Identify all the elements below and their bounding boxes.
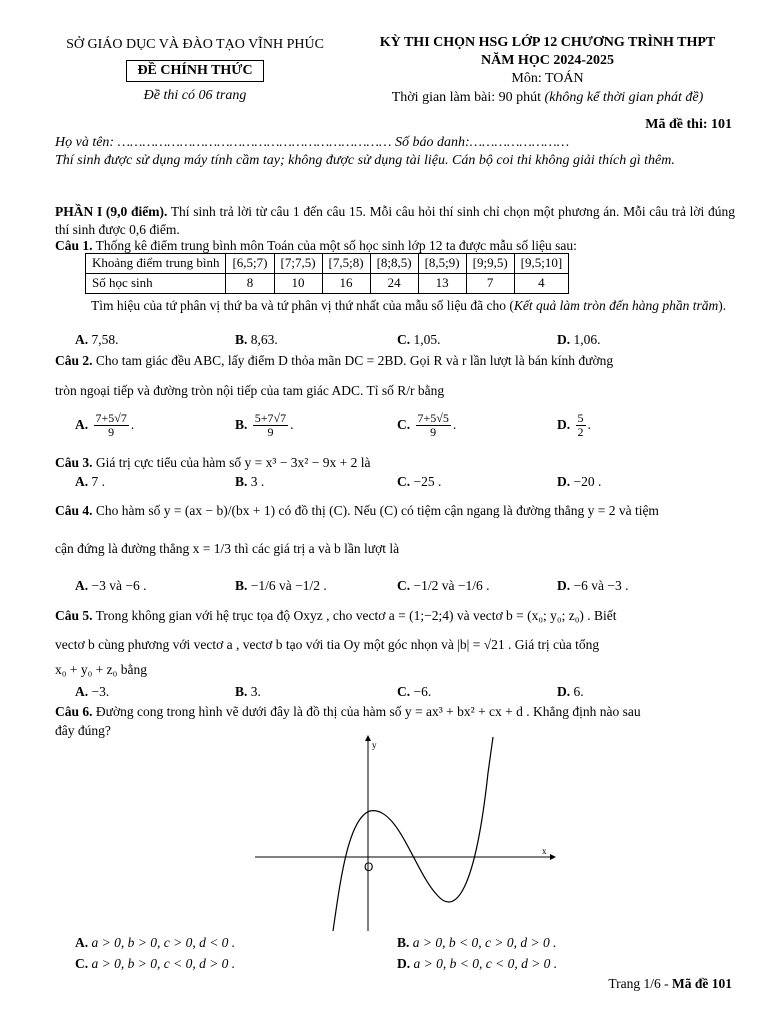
option-a[interactable] [75,473,105,491]
part1-desc: Thí sinh trả lời từ câu 1 đến câu 15. Mỗi câu hỏi thí sinh chỉ chọn một phương án. Mỗi câu trả lời đúng thí sinh được 0,6 điểm. [55,204,736,237]
question-label: Câu 2. [55,353,93,368]
page-number: Trang 1/6 - [608,976,669,991]
option-c[interactable]: C. $\frac{7+5√5}{9}$ . [397,411,457,440]
option-label: C. [397,474,411,489]
question-1-text2 [55,297,735,315]
candidate-note: Thí sinh được sử dụng máy tính cầm tay; không được sử dụng tài liệu. Cán bộ coi thi không giải thích gì thêm. [55,153,675,168]
fraction [253,412,288,439]
page-count: Đề thi có 06 trang [143,88,247,104]
data-table [85,253,569,294]
option-label: C. [75,956,89,971]
option-text: −6 và −3 . [573,578,629,593]
option-b[interactable] [235,473,264,491]
question-1 [55,237,735,255]
option-text: a > 0, b < 0, c < 0, d > 0 . [413,956,558,971]
option-text: 8,63. [250,332,278,347]
department-name: SỞ GIÁO DỤC VÀ ĐÀO TẠO VĨNH PHÚC [66,37,324,52]
question-text: Cho hàm số y = (ax − b)/(bx + 1) có đồ thị (C). Nếu (C) có tiệm cận ngang là đường thẳng y = 2 và tiệm [95,503,659,518]
option-c[interactable] [75,955,235,973]
table-cell: [6,5;7) [226,254,274,274]
question-5-text3: x₀ + y₀ + z₀ bằng [55,662,147,677]
option-label: D. [397,956,411,971]
exam-time [350,89,745,107]
table-cell: [9,5;10] [514,254,569,274]
numerator: 7+5√5 [417,411,449,425]
exam-code: Mã đề thi: 101 [645,117,732,132]
option-label: B. [235,474,248,489]
y-axis-arrow [365,735,371,741]
curve [333,737,493,931]
part1-title: PHẦN I (9,0 điểm). [55,204,168,219]
option-label: B. [235,416,248,432]
question-text: Đường cong trong hình vẽ dưới đây là đồ thị của hàm số y = ax³ + bx² + cx + d . Khẳng định nào sau [95,704,641,719]
option-label: A. [75,578,89,593]
option-text: −25 . [413,474,442,489]
exam-time-text: Thời gian làm bài: 90 phút [391,89,542,105]
table-header-cell: Khoảng điểm trung bình [86,254,226,274]
option-a[interactable] [75,331,119,349]
axes [255,735,556,931]
table-row [86,273,569,293]
table-cell: [7,5;8) [322,254,370,274]
option-b[interactable] [235,331,278,349]
question-3 [55,454,735,472]
denominator: 9 [430,425,437,440]
table-cell: [9;9,5) [466,254,514,274]
origin-label: O [364,860,374,874]
option-text: −1/6 và −1/2 . [250,578,327,593]
table-cell: [7;7,5) [274,254,322,274]
denominator: 9 [108,425,115,440]
option-d[interactable] [557,577,628,595]
options-q4 [75,577,735,595]
options-q2 [75,412,735,452]
candidate-line: Họ và tên: ………………………………………………………… Số báo danh:…………………… [55,135,570,150]
question-2-text2: tròn ngoại tiếp và đường tròn nội tiếp của tam giác ADC. Tỉ số R/r bằng [55,383,445,398]
question-text: Trong không gian với hệ trục tọa độ Oxyz , cho vectơ a = (1;−2;4) và vectơ b = (x₀; y₀; z₀) . Biết [95,608,617,623]
option-d[interactable] [557,331,601,349]
table-cell: 10 [274,273,322,293]
option-label: A. [75,416,89,432]
x-axis-label: x [542,846,547,856]
option-a[interactable] [75,577,146,595]
option-label: A. [75,935,89,950]
page-footer [608,975,732,993]
table-cell: 7 [466,273,514,293]
option-text: 3. [250,684,261,699]
option-text: −6. [413,684,432,699]
option-label: B. [397,935,410,950]
question-2 [55,352,735,370]
exam-subject: Môn: TOÁN [511,71,584,87]
option-text: 3 . [250,474,265,489]
question-text: Thống kê điểm trung bình môn Toán của một số học sinh lớp 12 ta được mẫu số liệu sau: [95,238,577,253]
official-badge: ĐỀ CHÍNH THỨC [126,60,263,82]
table-cell: 13 [418,273,466,293]
option-text: 1,05. [413,332,441,347]
options-q5 [75,683,735,701]
option-c[interactable] [397,331,441,349]
question-text: Giá trị cực tiểu của hàm số y = x³ − 3x² − 9x + 2 là [95,455,371,470]
option-label: C. [397,332,411,347]
table-cell: 24 [370,273,418,293]
option-c[interactable] [397,473,441,491]
option-label: D. [557,332,571,347]
x-axis-arrow [550,854,556,860]
options-q3 [75,473,735,491]
fraction [576,412,586,439]
fraction [94,412,129,439]
option-label: A. [75,332,89,347]
option-b[interactable] [235,577,327,595]
option-text: 7 . [91,474,105,489]
header-left [55,36,335,106]
option-text: a > 0, b < 0, c > 0, d > 0 . [412,935,557,950]
header-right [350,34,745,107]
question-4 [55,502,735,520]
option-d[interactable] [557,683,584,701]
option-label: C. [397,578,411,593]
table-cell: 4 [514,273,569,293]
denominator: 9 [267,425,274,440]
fraction [416,412,451,439]
options-q6 [75,934,735,974]
option-label: D. [557,474,571,489]
question-label: Câu 5. [55,608,93,623]
question-text: Cho tam giác đều ABC, lấy điểm D thỏa mãn DC = 2BD. Gọi R và r lần lượt là bán kính đường [95,353,614,368]
option-d[interactable] [397,955,557,973]
question-label: Câu 4. [55,503,93,518]
question-6 [55,703,735,721]
numerator: 5 [577,411,584,425]
option-text: a > 0, b > 0, c < 0, d > 0 . [91,956,236,971]
question-label: Câu 1. [55,238,93,253]
option-text: −20 . [573,474,602,489]
exam-year: NĂM HỌC 2024-2025 [481,53,614,69]
option-label: B. [235,578,248,593]
numerator: 5+7√7 [254,411,287,425]
option-a[interactable] [75,934,235,952]
footer-code: Mã đề 101 [672,976,732,991]
option-text: a > 0, b > 0, c > 0, d < 0 . [91,935,236,950]
option-label: D. [557,416,571,432]
option-label: D. [557,684,571,699]
numerator: 7+5√7 [95,411,127,425]
option-d[interactable]: D. $\frac{5}{2}$ . [557,411,591,440]
cubic-graph [250,733,560,933]
question-5-text2: vectơ b cùng phương với vectơ a , vectơ b tạo với tia Oy một góc nhọn và |b| = √21 . Giá trị của tổng [55,637,600,652]
y-axis-label: y [372,740,377,750]
denominator: 2 [577,425,584,440]
table-header-cell: Số học sinh [86,273,226,293]
option-d[interactable] [557,473,601,491]
question-4-text2: cận đứng là đường thẳng x = 1/3 thì các giá trị a và b lần lượt là [55,541,400,556]
question-note: Kết quả làm tròn đến hàng phần trăm [513,298,719,313]
option-b[interactable]: B. $\frac{5+7√7}{9}$ . [235,411,294,440]
option-b[interactable] [397,934,556,952]
question-text: Tìm hiệu của tứ phân vị thứ ba và tứ phân vị thứ nhất của mẫu số liệu đã cho ( [91,298,514,313]
question-label: Câu 6. [55,704,93,719]
table-cell: 8 [226,273,274,293]
option-label: C. [397,684,411,699]
option-a[interactable] [75,683,109,701]
question-text: ). [718,298,727,313]
option-text: −3. [91,684,110,699]
options-q1 [75,331,735,349]
option-label: B. [235,332,248,347]
option-b[interactable] [235,683,261,701]
option-label: A. [75,474,89,489]
part1-intro [55,203,735,238]
table-cell: 16 [322,273,370,293]
option-text: 1,06. [573,332,601,347]
exam-time-note: (không kể thời gian phát đề) [544,89,704,105]
table-cell: [8,5;9) [418,254,466,274]
option-text: 6. [573,684,584,699]
question-5 [55,607,735,625]
table-row [86,254,569,274]
question-label: Câu 3. [55,455,93,470]
option-c[interactable] [397,683,431,701]
question-6-text2: đây đúng? [55,723,111,738]
option-text: −3 và −6 . [91,578,147,593]
option-label: C. [397,416,411,432]
option-label: B. [235,684,248,699]
option-text: −1/2 và −1/6 . [413,578,490,593]
option-text: 7,58. [91,332,119,347]
exam-title: KỲ THI CHỌN HSG LỚP 12 CHƯƠNG TRÌNH THPT [379,35,716,50]
option-a[interactable]: A. $\frac{7+5√7}{9}$ . [75,411,135,440]
option-c[interactable] [397,577,489,595]
option-label: A. [75,684,89,699]
table-cell: [8;8,5) [370,254,418,274]
option-label: D. [557,578,571,593]
